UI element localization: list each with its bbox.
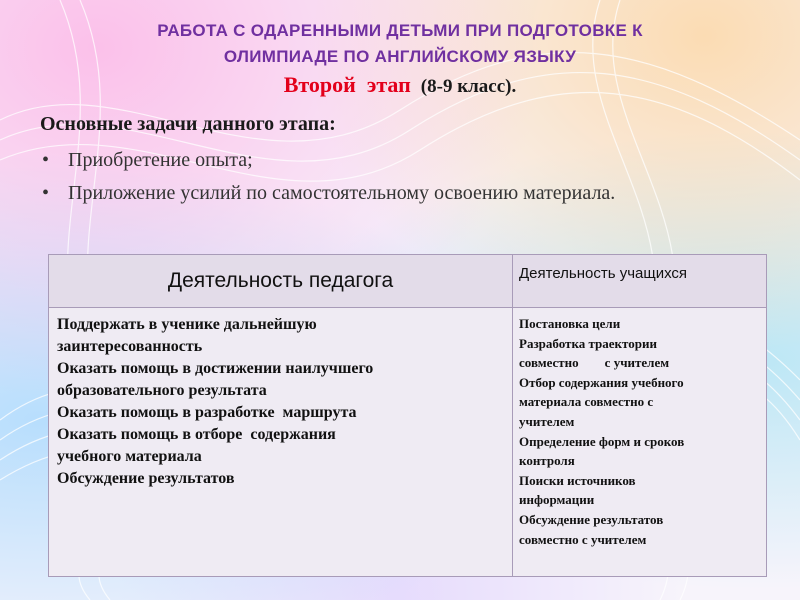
- task-item: [40, 179, 740, 207]
- task-text: Приобретение опыта;: [68, 149, 253, 171]
- activity-table: [48, 254, 767, 577]
- tasks-list: [40, 146, 740, 212]
- student-line: Поиски источников: [519, 472, 636, 488]
- task-item: [40, 146, 740, 174]
- student-line: совместно с учителем: [519, 531, 647, 547]
- slide-title-line-1: РАБОТА С ОДАРЕННЫМИ ДЕТЬМИ ПРИ ПОДГОТОВКЕ К: [157, 21, 643, 40]
- table-header-row: [49, 255, 767, 308]
- student-line: контроля: [519, 453, 575, 469]
- student-line: Постановка цели: [519, 316, 621, 331]
- student-line: учителем: [519, 413, 575, 429]
- slide-title-line-2: ОЛИМПИАДЕ ПО АНГЛИЙСКОМУ ЯЗЫКУ: [223, 47, 577, 66]
- student-line: Обсуждение результатов: [519, 511, 664, 527]
- teacher-line: учебного материала: [57, 448, 202, 465]
- student-line: материала совместно с: [519, 394, 654, 410]
- student-line: Разработка траектории: [519, 335, 657, 351]
- bullet-icon: •: [42, 182, 50, 204]
- stage-subtitle: [0, 72, 800, 101]
- student-line: совместно с учителем: [519, 355, 670, 371]
- task-text: Приложение усилий по самостоятельному освоению материала.: [68, 182, 616, 204]
- student-activity-cell: [513, 308, 767, 577]
- teacher-line: образовательного результата: [57, 382, 267, 399]
- stage-grade: (8-9 класс).: [420, 76, 517, 97]
- student-line: Определение форм и сроков: [519, 433, 685, 449]
- teacher-activity-cell: [49, 308, 513, 577]
- student-line: Отбор содержания учебного: [519, 374, 684, 390]
- table-row: [49, 308, 767, 577]
- teacher-line: Оказать помощь в достижении наилучшего: [57, 360, 374, 377]
- header-teacher-activity: Деятельность педагога: [49, 255, 513, 308]
- student-line: информации: [519, 492, 595, 508]
- header-student-activity: Деятельность учащихся: [513, 255, 767, 308]
- teacher-line: Оказать помощь в отборе содержания: [57, 426, 336, 443]
- teacher-line: Поддержать в ученике дальнейшую: [57, 316, 317, 333]
- teacher-line: Оказать помощь в разработке маршрута: [57, 404, 357, 421]
- slide-title: [0, 18, 800, 70]
- stage-name: Второй этап: [283, 72, 411, 97]
- teacher-line: заинтересованность: [57, 338, 203, 355]
- bullet-icon: •: [42, 149, 50, 171]
- teacher-line: Обсуждение результатов: [57, 470, 235, 487]
- tasks-heading: Основные задачи данного этапа:: [40, 113, 336, 135]
